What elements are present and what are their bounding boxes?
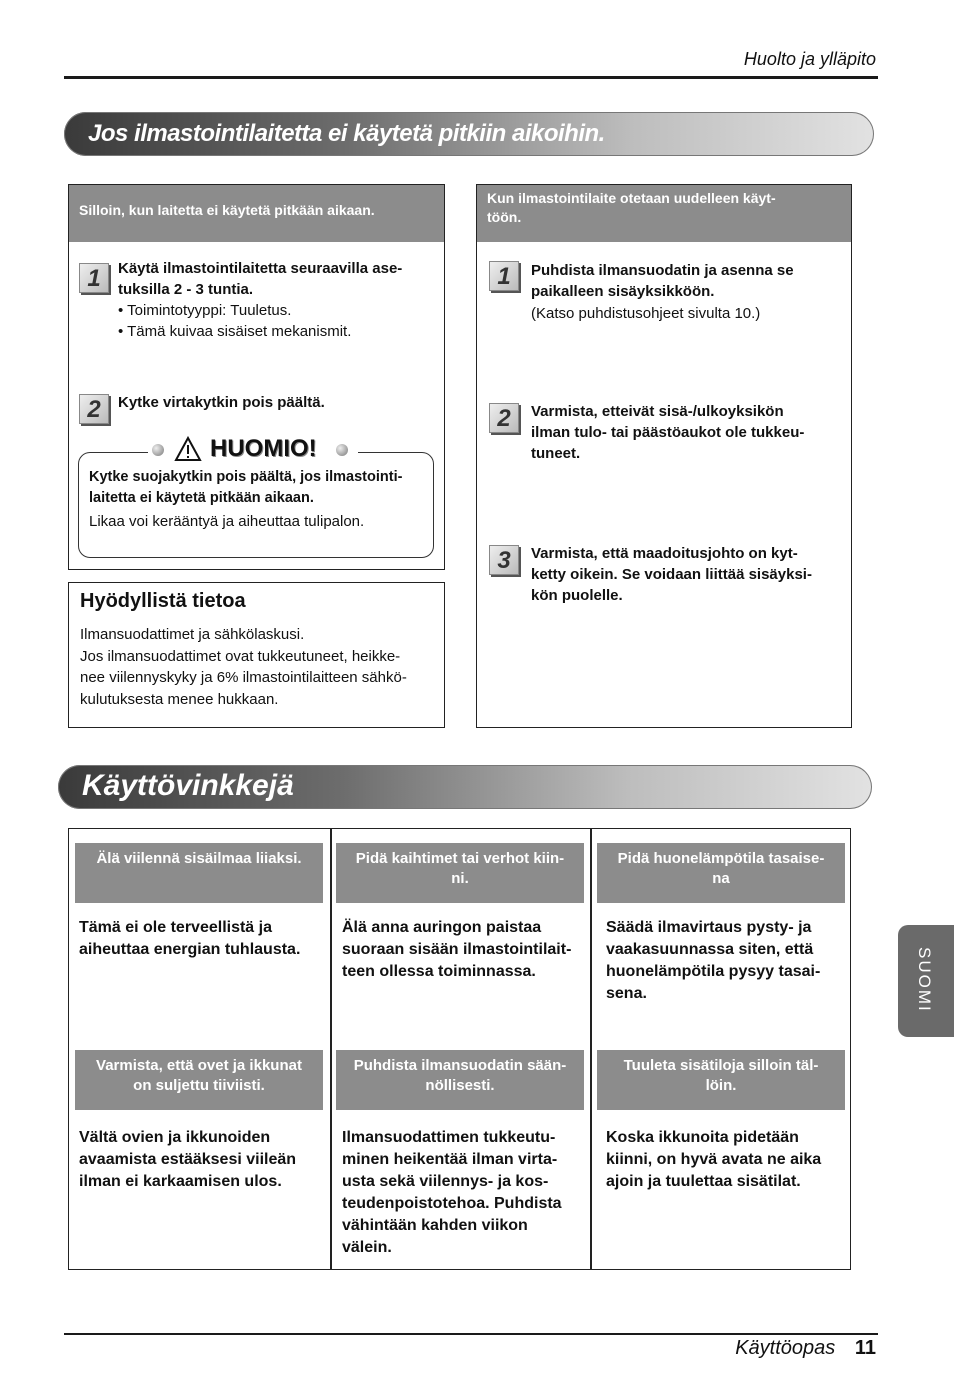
caution-line: laitetta ei käytetä pitkään aikaan.: [89, 490, 314, 506]
tip-body-line: usta sekä viilennys- ja kos-: [342, 1173, 549, 1190]
tips-banner: [58, 765, 872, 809]
footer: [735, 1337, 876, 1360]
caution-consequence: Likaa voi kerääntyä ja aiheuttaa tulipalon.: [89, 513, 365, 530]
tip-heading-line: Pidä kaihtimet tai verhot kiin-: [355, 850, 565, 867]
language-tab[interactable]: [898, 925, 954, 1037]
caution-title: HUOMIO!: [210, 435, 317, 462]
tip-heading-line: on suljettu tiiviisti.: [133, 1077, 265, 1094]
info-line: nee viilennyskyky ja 6% ilmastointilaitteen sähkö-: [80, 669, 407, 686]
step-line: Varmista, että maadoitusjohto on kyt-: [531, 545, 798, 562]
tip-body-line: vähintään kahden viikon: [342, 1217, 528, 1234]
info-line: Ilmansuodattimet ja sähkölaskusi.: [80, 626, 305, 643]
tip-body-line: aiheuttaa energian tuhlausta.: [79, 941, 301, 958]
restart-panel-heading: [477, 185, 851, 242]
bullet-dot-icon: [152, 444, 164, 456]
tip-body: [342, 917, 571, 983]
step-text: [531, 260, 794, 302]
section-title: Jos ilmastointilaitetta ei käytetä pitkiin aikoihin.: [88, 120, 605, 147]
tip-body-line: välein.: [342, 1239, 392, 1256]
tip-body-line: ilman ei karkaamisen ulos.: [79, 1173, 282, 1190]
info-title: Hyödyllistä tietoa: [80, 590, 246, 612]
tip-body-line: Säädä ilmavirtaus pysty- ja: [606, 919, 812, 936]
tip-body: [606, 1127, 821, 1193]
tip-heading: [336, 1050, 584, 1110]
step-line: kön puolelle.: [531, 587, 623, 604]
tip-body-line: huonelämpötila pysyy tasai-: [606, 963, 821, 980]
tips-title: Käyttövinkkejä: [82, 769, 294, 802]
language-tab-label: SUOMI: [915, 947, 934, 1013]
step-bullets: [118, 300, 351, 342]
bullet-item: • Tämä kuivaa sisäiset mekanismit.: [118, 323, 352, 340]
step-number-badge: 1: [489, 261, 519, 291]
tip-body-line: Älä anna auringon paistaa: [342, 919, 542, 936]
storage-panel-heading: [69, 185, 444, 242]
tip-body: [606, 917, 820, 1005]
tip-body-line: suoraan sisään ilmastointilait-: [342, 941, 572, 958]
info-body: [80, 624, 407, 710]
step-line: Varmista, etteivät sisä-/ulkoyksikön: [531, 403, 784, 420]
tip-body-line: sena.: [606, 985, 647, 1002]
tip-body-line: Tämä ei ole terveellistä ja: [79, 919, 272, 936]
caution-header: [148, 434, 358, 466]
restart-heading-line: Kun ilmastointilaite otetaan uudelleen käyt-: [487, 190, 776, 206]
tip-body-line: kiinni, on hyvä avata ne aika: [606, 1151, 822, 1168]
tip-body-line: avaamista estääksesi viileän: [79, 1151, 297, 1168]
step-line: Puhdista ilmansuodatin ja asenna se: [531, 262, 794, 279]
tip-heading: [597, 843, 845, 903]
step-number-badge: 2: [79, 394, 109, 424]
step-text: [531, 401, 804, 464]
footer-doc-name: Käyttöopas: [735, 1337, 836, 1359]
restart-heading-line: töön.: [487, 209, 522, 225]
step-text: Kytke virtakytkin pois päältä.: [118, 394, 325, 411]
tip-body-line: teudenpoistotehoa. Puhdista: [342, 1195, 562, 1212]
tip-heading-line: löin.: [705, 1077, 737, 1094]
tip-heading-line: Tuuleta sisätiloja silloin täl-: [623, 1057, 819, 1074]
step-line: Käytä ilmastointilaitetta seuraavilla ase-: [118, 260, 403, 277]
storage-heading-text: Silloin, kun laitetta ei käytetä pitkään aikaan.: [79, 202, 375, 218]
step-number-badge: 3: [489, 545, 519, 575]
info-line: kulutuksesta menee hukkaan.: [80, 690, 279, 708]
tip-heading-line: ni.: [451, 870, 469, 887]
tip-body-line: teen ollessa toiminnassa.: [342, 963, 536, 980]
tip-body-line: Ilmansuodattimen tukkeutu-: [342, 1129, 556, 1146]
tip-heading-line: Pidä huonelämpötila tasaise-: [617, 850, 825, 867]
tip-heading-line: nöllisesti.: [425, 1077, 495, 1094]
tip-body: [79, 917, 300, 961]
tip-heading-line: Puhdista ilmansuodatin sään-: [353, 1057, 567, 1074]
caution-warning-text: [89, 467, 402, 509]
step-line: ketty oikein. Se voidaan liittää sisäyksi-: [531, 566, 812, 583]
tip-body: [79, 1127, 296, 1193]
caution-line: Kytke suojakytkin pois päältä, jos ilmastointi-: [89, 469, 403, 485]
tip-body-line: vaakasuunnassa siten, että: [606, 941, 814, 958]
info-line: Jos ilmansuodattimet ovat tukkeutuneet, heikke-: [80, 647, 401, 665]
tip-heading-line: na: [712, 870, 730, 887]
grid-divider: [590, 829, 592, 1269]
page-number: 11: [854, 1337, 876, 1359]
running-header: Huolto ja ylläpito: [743, 49, 876, 69]
step-line: tuneet.: [531, 445, 581, 462]
tip-heading-line: Älä viilennä sisäilmaa liiaksi.: [96, 850, 302, 867]
step-text: [118, 258, 402, 300]
step-number-badge: 2: [489, 403, 519, 433]
footer-rule: [64, 1333, 878, 1335]
tip-body-line: Koska ikkunoita pidetään: [606, 1129, 799, 1146]
warning-icon: [174, 436, 202, 462]
tip-heading: [336, 843, 584, 903]
step-text: [531, 543, 812, 606]
section-banner: [64, 112, 874, 156]
step-number-badge: 1: [79, 263, 109, 293]
tip-body: [342, 1127, 562, 1259]
tip-heading: [75, 843, 323, 903]
tip-heading-line: Varmista, että ovet ja ikkunat: [96, 1057, 302, 1074]
step-line: ilman tulo- tai päästöaukot ole tukkeu-: [531, 424, 805, 441]
tip-heading: [597, 1050, 845, 1110]
tip-body-line: Vältä ovien ja ikkunoiden: [79, 1129, 271, 1146]
bullet-dot-icon: [336, 444, 348, 456]
bullet-item: • Toimintotyyppi: Tuuletus.: [118, 302, 292, 319]
tip-heading: [75, 1050, 323, 1110]
tip-body-line: minen heikentää ilman virta-: [342, 1151, 558, 1168]
grid-divider: [330, 829, 332, 1269]
header-rule: [64, 76, 878, 79]
step-note: (Katso puhdistusohjeet sivulta 10.): [531, 305, 761, 322]
tip-body-line: ajoin ja tuulettaa sisätilat.: [606, 1173, 801, 1190]
step-line: paikalleen sisäyksikköön.: [531, 283, 715, 300]
step-line: tuksilla 2 - 3 tuntia.: [118, 281, 254, 298]
